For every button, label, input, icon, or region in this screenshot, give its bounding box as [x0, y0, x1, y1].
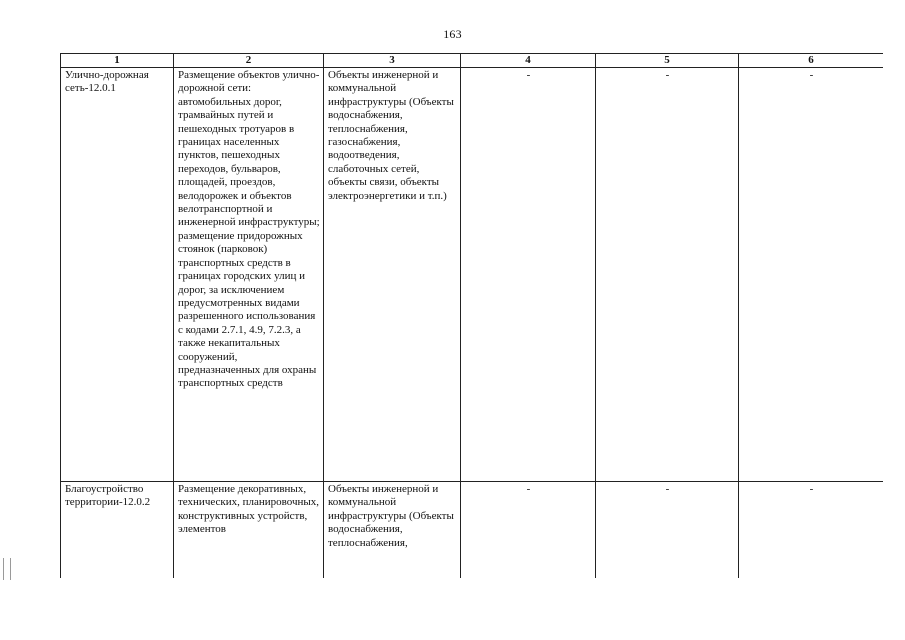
cell-col4: - [461, 482, 596, 579]
column-header-6: 6 [739, 54, 884, 68]
table-row [61, 482, 884, 579]
cell-col5: - [596, 68, 739, 482]
cell-col4: - [461, 68, 596, 482]
column-header-5: 5 [596, 54, 739, 68]
cell-col6: - [739, 68, 884, 482]
cell-permitted-objects: Объекты инженерной и коммунальной инфраструктуры (Объекты водоснабжения, теплоснабжения, [324, 482, 461, 579]
column-header-3: 3 [324, 54, 461, 68]
page-number: 163 [443, 27, 462, 41]
scan-margin-marks [3, 558, 11, 580]
zoning-table-container [60, 53, 883, 578]
table-header-row [61, 54, 884, 68]
cell-use-description: Размещение объектов улично-дорожной сети: автомобильных дорог, трамвайных путей и пешеходных тротуаров в границах населенных пунктов, пешеходных переходов, бульваров, площадей, проездов, велодорожек и объектов велотранспортной и инженерной инфраструктуры; размещение придорожных стоянок (парковок) транспортных средств в границах городских улиц и дорог, за исключением предусмотренных видами разрешенного использования с кодами 2.7.1, 4.9, 7.2.3, а также некапитальных сооружений, предназначенных для охраны транспортных средств [174, 68, 324, 482]
table-row [61, 68, 884, 482]
cell-use-description: Размещение декоративных, технических, планировочных, конструктивных устройств, элементов [174, 482, 324, 579]
cell-use-name: Улично-дорожная сеть-12.0.1 [61, 68, 174, 482]
zoning-table [60, 53, 883, 578]
column-header-1: 1 [61, 54, 174, 68]
cell-permitted-objects: Объекты инженерной и коммунальной инфраструктуры (Объекты водоснабжения, теплоснабжения, газоснабжения, водоотведения, слаботочных сетей, объекты связи, объекты электроэнергетики и т.п.) [324, 68, 461, 482]
cell-use-name: Благоустройство территории-12.0.2 [61, 482, 174, 579]
column-header-2: 2 [174, 54, 324, 68]
cell-col6: - [739, 482, 884, 579]
column-header-4: 4 [461, 54, 596, 68]
cell-col5: - [596, 482, 739, 579]
